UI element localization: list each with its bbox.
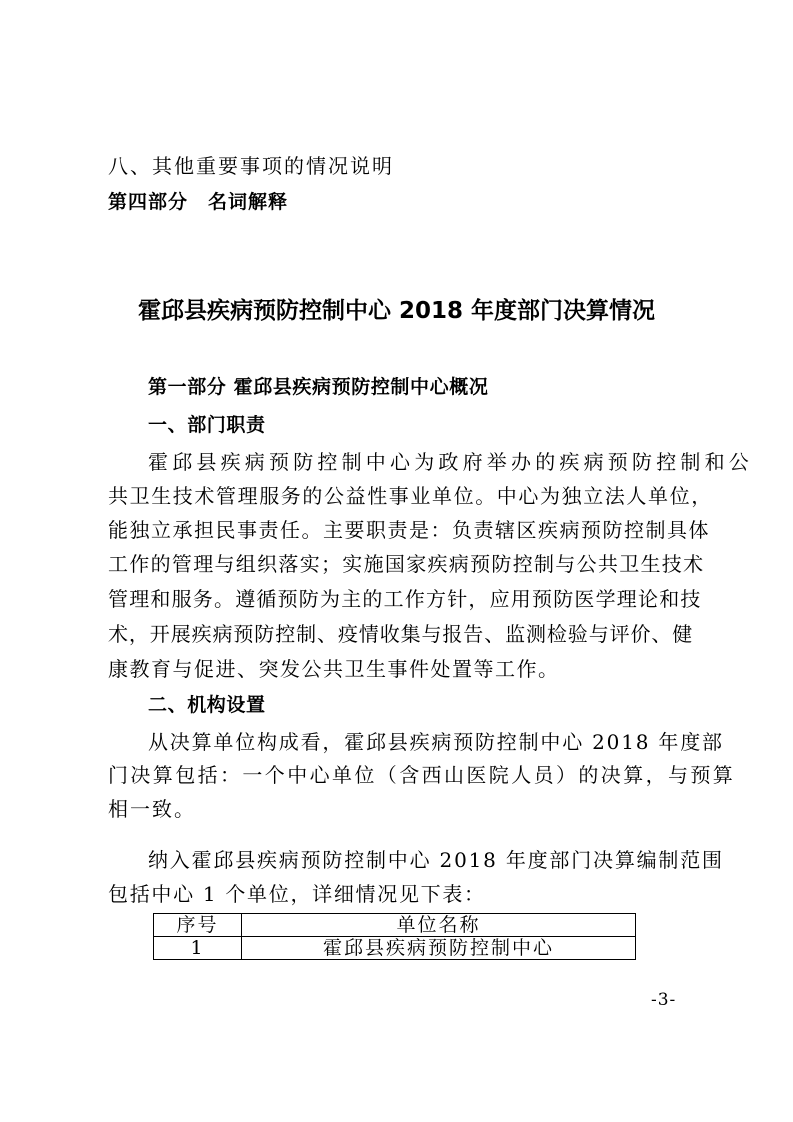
- section2-paragraph-line: 从决算单位构成看，霍邱县疾病预防控制中心 2018 年度部: [148, 730, 724, 754]
- section2-paragraph-line: 门决算包括：一个中心单位（含西山医院人员）的决算，与预算: [108, 763, 736, 787]
- section1-heading: 一、部门职责: [148, 414, 266, 436]
- page-number: -3-: [651, 990, 677, 1010]
- page-title: 霍邱县疾病预防控制中心 2018 年度部门决算情况: [137, 298, 656, 324]
- section1-paragraph-line: 霍邱县疾病预防控制中心为政府举办的疾病预防控制和公: [148, 450, 753, 474]
- section1-paragraph-line: 管理和服务。遵循预防为主的工作方针，应用预防医学理论和技: [108, 587, 702, 611]
- units-table: [153, 913, 636, 960]
- section1-paragraph-line: 共卫生技术管理服务的公益性事业单位。中心为独立法人单位，: [108, 484, 713, 508]
- table-header-cell: 单位名称: [242, 914, 636, 937]
- section1-paragraph-line: 能独立承担民事责任。主要职责是：负责辖区疾病预防控制具体: [108, 518, 710, 542]
- table-cell: 1: [154, 937, 242, 960]
- section1-paragraph-line: 工作的管理与组织落实；实施国家疾病预防控制与公共卫生技术: [108, 552, 705, 576]
- section2-paragraph-line: 包括中心 1 个单位，详细情况见下表：: [108, 882, 486, 906]
- section2-paragraph-line: 纳入霍邱县疾病预防控制中心 2018 年度部门决算编制范围: [148, 848, 724, 872]
- toc-part4-heading: 第四部分 名词解释: [108, 191, 289, 213]
- section2-paragraph-line: 相一致。: [108, 797, 196, 821]
- table-cell: 霍邱县疾病预防控制中心: [242, 937, 636, 960]
- table-row: [154, 937, 636, 960]
- table-header-row: [154, 914, 636, 937]
- section1-paragraph-line: 康教育与促进、突发公共卫生事件处置等工作。: [108, 657, 560, 681]
- table-header-cell: 序号: [154, 914, 242, 937]
- section1-paragraph-line: 术，开展疾病预防控制、疫情收集与报告、监测检验与评价、健: [108, 622, 694, 646]
- part1-heading: 第一部分 霍邱县疾病预防控制中心概况: [148, 376, 489, 398]
- toc-item-8: 八、其他重要事项的情况说明: [108, 154, 394, 178]
- section2-heading: 二、机构设置: [148, 694, 266, 716]
